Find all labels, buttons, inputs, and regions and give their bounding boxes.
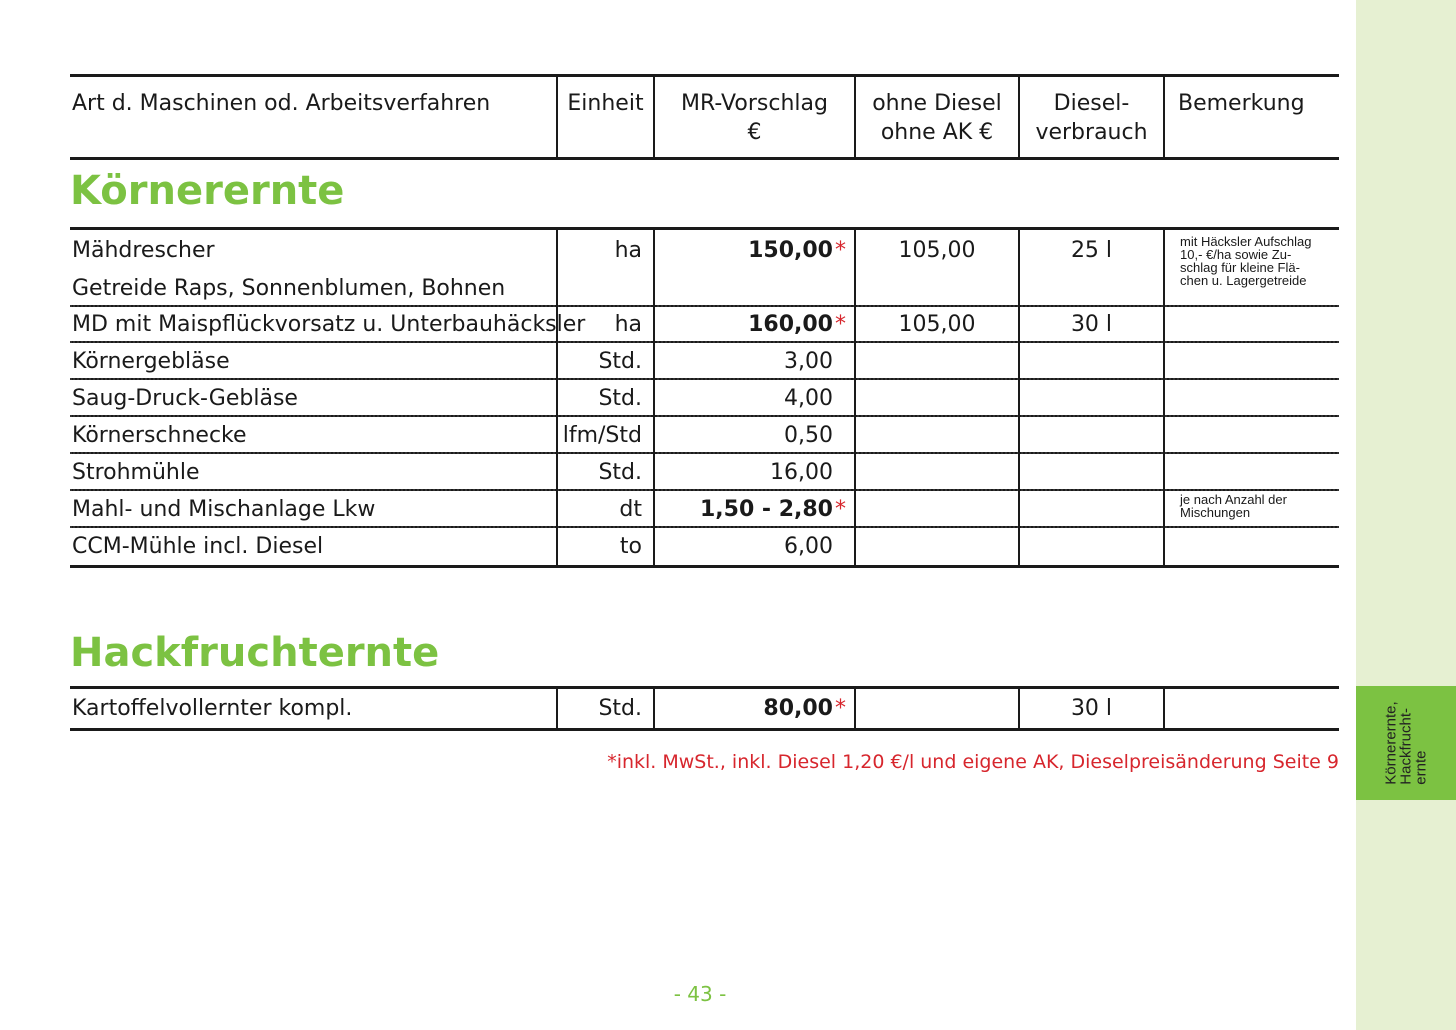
row-mr-price: 1,50 - 2,80: [699, 497, 833, 522]
row-unit: Std.: [598, 460, 642, 485]
row-separator: [70, 341, 1339, 343]
row-unit: ha: [614, 238, 642, 263]
chapter-tab-label: Körnerernte, Hackfrucht- ernte: [1382, 701, 1430, 785]
page-number: - 43 -: [673, 982, 727, 1006]
row-note: mit Häcksler Aufschlag 10,- €/ha sowie Zu- schlag für kleine Flä- chen u. Lagergetreide: [1180, 234, 1312, 288]
row-unit: ha: [614, 312, 642, 337]
row-unit: Std.: [598, 349, 642, 374]
row-mr-star: *: [835, 312, 846, 337]
row-mr-price: 3,00: [784, 349, 833, 374]
section1-bottom-rule: [70, 565, 1339, 568]
row-name: Strohmühle: [72, 460, 200, 485]
column-divider: [1163, 688, 1165, 730]
row-separator: [70, 452, 1339, 454]
row-mr-price: 0,50: [784, 423, 833, 448]
header-einheit: Einheit: [567, 91, 644, 116]
column-divider: [854, 688, 856, 730]
row-unit: Std.: [598, 696, 642, 721]
row-unit: to: [619, 534, 642, 559]
header-divider: [1163, 76, 1165, 159]
row-ohne: 105,00: [898, 238, 976, 263]
row-unit: lfm/Std: [562, 423, 642, 448]
row-mr-price: 6,00: [784, 534, 833, 559]
section-title-koernerernte: Körnerernte: [70, 168, 345, 214]
row-mr-price: 16,00: [770, 460, 833, 485]
section1-top-rule: [70, 227, 1339, 230]
row-unit: Std.: [598, 386, 642, 411]
column-divider: [1018, 229, 1020, 566]
row-name: Mähdrescher: [72, 238, 215, 263]
column-divider: [854, 229, 856, 566]
row-diesel: 25 l: [1070, 238, 1113, 263]
section2-top-rule: [70, 686, 1339, 689]
row-mr-price: 160,00: [748, 312, 833, 337]
header-ohne-line2: ohne AK €: [880, 120, 994, 145]
header-diesel-line1: Diesel-: [1053, 91, 1130, 116]
row-name: Mahl- und Mischanlage Lkw: [72, 497, 376, 522]
row-name: Saug-Druck-Gebläse: [72, 386, 298, 411]
header-mr-line2: €: [747, 120, 762, 145]
row-separator: [70, 305, 1339, 307]
section-title-hackfruchternte: Hackfruchternte: [70, 630, 440, 676]
row-mr-star: *: [835, 238, 846, 263]
row-subname: Getreide Raps, Sonnenblumen, Bohnen: [72, 276, 506, 301]
row-separator: [70, 489, 1339, 491]
header-art: Art d. Maschinen od. Arbeitsverfahren: [72, 91, 491, 116]
row-name: Körnergebläse: [72, 349, 230, 374]
chapter-tab-label-box: [1356, 686, 1456, 800]
row-mr-price: 150,00: [748, 238, 833, 263]
row-name: Kartoffelvollernter kompl.: [72, 696, 353, 721]
header-top-rule: [70, 74, 1339, 77]
footnote: *inkl. MwSt., inkl. Diesel 1,20 €/l und eigene AK, Dieselpreisänderung Seite 9: [607, 751, 1339, 773]
section2-bottom-rule: [70, 728, 1339, 731]
row-mr-star: *: [835, 696, 846, 721]
header-bottom-rule: [70, 157, 1339, 160]
column-divider: [1163, 229, 1165, 566]
row-note: je nach Anzahl der Mischungen: [1180, 492, 1287, 520]
row-diesel: 30 l: [1070, 312, 1113, 337]
header-ohne-line1: ohne Diesel: [872, 91, 1002, 116]
row-ohne: 105,00: [898, 312, 976, 337]
row-name: MD mit Maispflückvorsatz u. Unterbauhäcksler: [72, 312, 586, 337]
row-separator: [70, 526, 1339, 528]
sidebar-band: [1356, 0, 1456, 1030]
header-mr-line1: MR-Vorschlag: [681, 91, 828, 116]
header-diesel-line2: verbrauch: [1035, 120, 1148, 145]
row-name: Körnerschnecke: [72, 423, 247, 448]
row-mr-star: *: [835, 497, 846, 522]
row-mr-price: 80,00: [763, 696, 833, 721]
row-separator: [70, 415, 1339, 417]
row-mr-price: 4,00: [784, 386, 833, 411]
row-name: CCM-Mühle incl. Diesel: [72, 534, 324, 559]
row-diesel: 30 l: [1070, 696, 1113, 721]
header-bemerkung: Bemerkung: [1178, 91, 1305, 116]
row-unit: dt: [619, 497, 642, 522]
row-separator: [70, 378, 1339, 380]
